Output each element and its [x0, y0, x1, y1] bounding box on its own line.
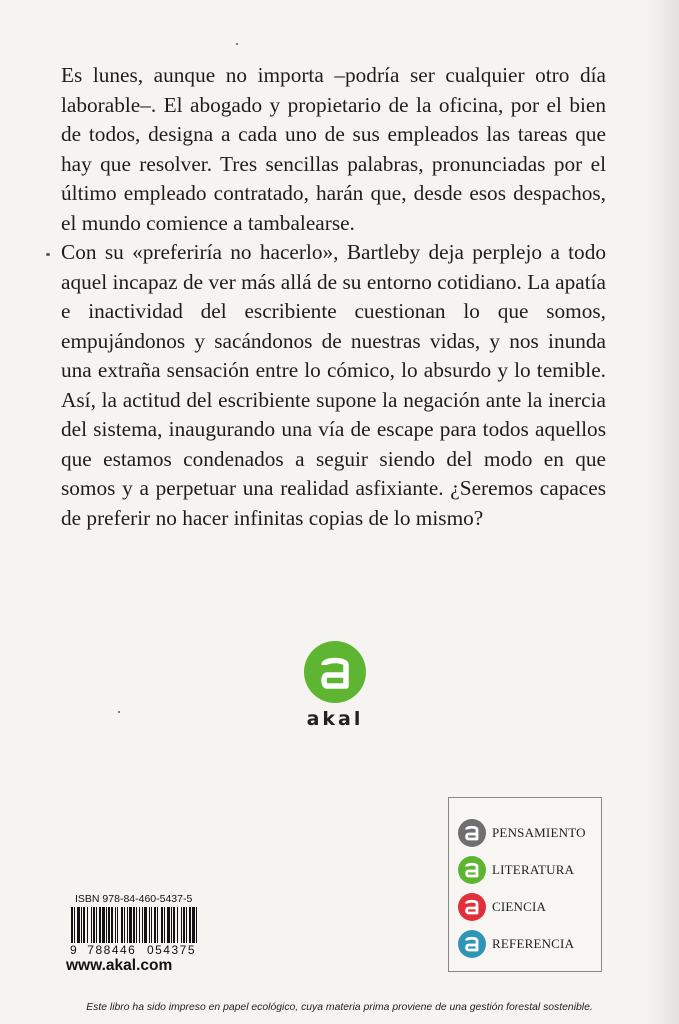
- publisher-logo: [290, 641, 380, 731]
- ecological-paper-note: Este libro ha sido impreso en papel ecológico, cuya materia prima proviene de una gestión forestal sostenible.: [86, 1002, 593, 1013]
- collection-item: [458, 888, 601, 925]
- publisher-name: akal: [306, 708, 364, 730]
- blurb-text: [61, 61, 606, 533]
- publisher-website: www.akal.com: [66, 957, 173, 974]
- collection-logo-icon: [458, 856, 486, 884]
- akal-a-icon: [304, 641, 366, 703]
- collection-logo-icon: [458, 893, 486, 921]
- collection-logo-icon: [458, 930, 486, 958]
- collection-item: [458, 814, 601, 851]
- collection-logo-icon: [458, 819, 486, 847]
- spine-shadow: [645, 0, 679, 1024]
- collection-label: LITERATURA: [492, 861, 575, 877]
- barcode-digit-group-left: 788446: [87, 943, 137, 957]
- blurb-paragraph-2: Con su «preferiría no hacerlo», Bartleby deja perplejo a todo aquel incapaz de ver más allá de su entorno cotidiano. La apatía e inactividad del escribiente cuestionan lo que somos, empujándonos y sacándonos de nuestras vidas, y nos inunda una extraña sensación entre lo cómico, lo absurdo y lo temible. Así, la actitud del escribiente supone la negación ante la inercia del sistema, inaugurando una vía de escape para todos aquellos que estamos condenados a seguir siendo del modo en que somos y a perpetuar una realidad asfixiante. ¿Seremos capaces de preferir no hacer infinitas copias de lo mismo?: [61, 240, 606, 530]
- barcode-digit-group-right: 054375: [146, 943, 196, 957]
- blurb-paragraph-1: Es lunes, aunque no importa –podría ser cualquier otro día laborable–. El abogado y propietario de la oficina, por el bien de todos, designa a cada uno de sus empleados las tareas que hay que resolver. Tres sencillas palabras, pronunciadas por el último empleado contratado, harán que, desde esos despachos, el mundo comience a tambalearse.: [61, 63, 606, 235]
- barcode-digit-lead: 9: [70, 943, 77, 957]
- barcode-digits: [69, 943, 197, 957]
- print-speck: [236, 43, 238, 45]
- isbn-text: ISBN 978-84-460-5437-5: [75, 893, 193, 905]
- collections-legend: [448, 797, 602, 972]
- collection-item: [458, 925, 601, 962]
- isbn-barcode: [69, 893, 199, 957]
- collection-label: CIENCIA: [492, 898, 547, 914]
- print-speck: [118, 711, 120, 713]
- collection-label: REFERENCIA: [492, 935, 575, 951]
- print-speck: [46, 253, 50, 256]
- collection-label: PENSAMIENTO: [492, 824, 586, 840]
- collection-item: [458, 851, 601, 888]
